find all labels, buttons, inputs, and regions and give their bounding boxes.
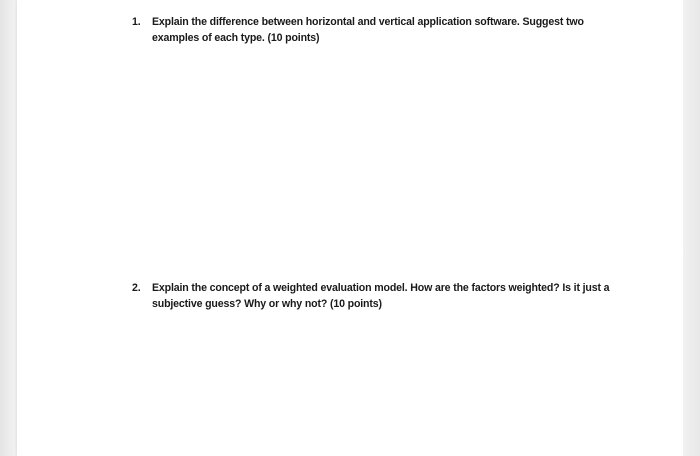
question-2-text: [152, 280, 609, 312]
right-gutter: [683, 0, 700, 456]
question-1-text: [152, 14, 584, 46]
question-1-line-2: examples of each type. (10 points): [152, 32, 320, 44]
question-1-number: 1.: [132, 16, 141, 28]
question-2-line-1: Explain the concept of a weighted evaluation model. How are the factors weighted? Is it just a: [152, 282, 610, 294]
question-2-number: 2.: [132, 282, 141, 294]
question-2-line-2: subjective guess? Why or why not? (10 points): [152, 298, 382, 310]
question-1-line-1: Explain the difference between horizontal and vertical application software. Suggest two: [152, 16, 584, 28]
document-page: [17, 0, 683, 456]
question-2: [132, 280, 652, 314]
question-1: [132, 14, 632, 48]
